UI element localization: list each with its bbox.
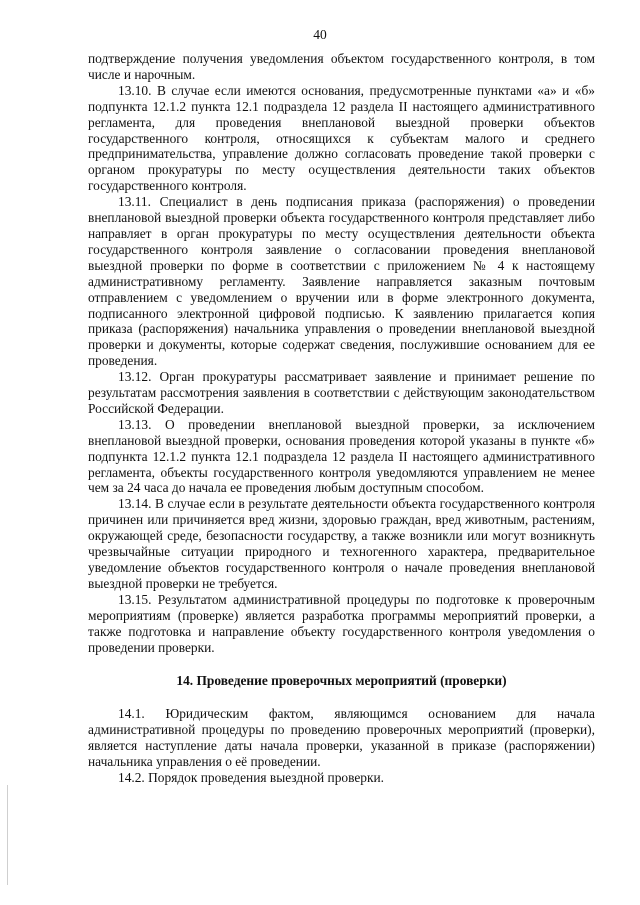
paragraph-13-13: 13.13. О проведении внеплановой выездной проверки, за исключением внеплановой выездной проверки, основания проведения которой указаны в пункте «б» подпункта 12.1.2 пункта 12.1 подраздела 12 раздела II настоящего административного регламента, объекты государственного контроля уведомляются управлением не менее чем за 24 часа до начала ее проведения любым доступным способом. [88, 416, 595, 496]
section-heading: 14. Проведение проверочных мероприятий (проверки) [176, 673, 507, 689]
paragraph-13-12: 13.12. Орган прокуратуры рассматривает заявление и принимает решение по результатам рассмотрения заявления в соответствии с действующим законодательством Российской Федерации. [88, 369, 595, 416]
paragraph-14-1: 14.1. Юридическим фактом, являющимся основанием для начала административной процедуры по проведению проверочных мероприятий (проверки), является наступление даты начала проверки, указанной в приказе (распоряжении) начальника управления о её проведении. [88, 706, 595, 770]
paragraph-13-15: 13.15. Результатом административной процедуры по подготовке к проверочным мероприятиям (проверке) является разработка программы мероприятий проверки, а также подготовка и направление объекту государственного контроля уведомления о проведении проверки. [88, 591, 595, 655]
document-body [88, 51, 595, 786]
paragraph-13-10: 13.10. В случае если имеются основания, предусмотренные пунктами «а» и «б» подпункта 12.1.2 пункта 12.1 подраздела 12 раздела II настоящего административного регламента, для проведения внеплановой выездной проверки объектов государственного контроля, относящихся к субъектам малого и среднего предпринимательства, управление должно согласовать проведение такой проверки с органом прокуратуры по месту осуществления деятельности таких объектов государственного контроля. [88, 82, 595, 194]
page-number: 40 [313, 27, 327, 42]
paragraph-13-11: 13.11. Специалист в день подписания приказа (распоряжения) о проведении внеплановой выездной проверки объекта государственного контроля представляет либо направляет в орган прокуратуры по месту осуществления деятельности объекта государственного контроля заявление о согласовании проведения внеплановой выездной проверки по форме в соответствии с приложением № 4 к настоящему административному регламенту. Заявление направляется заказным почтовым отправлением с уведомлением о вручении или в форме электронного документа, подписанного электронной цифровой подписью. К заявлению прилагается копия приказа (распоряжения) начальника управления о проведении внеплановой выездной проверки и документы, которые содержат сведения, послужившие основанием для ее проведения. [88, 194, 595, 369]
paragraph-13-14: 13.14. В случае если в результате деятельности объекта государственного контроля причинен или причиняется вред жизни, здоровью граждан, вред животным, растениям, окружающей среде, безопасности государству, а также возникли или могут возникнуть чрезвычайные ситуации природного и техногенного характера, предварительное уведомление объектов государственного контроля о начале проведения внеплановой выездной проверки не требуется. [88, 496, 595, 591]
paragraph-13-9-continuation: подтверждение получения уведомления объектом государственного контроля, в том числе и нарочным. [88, 51, 595, 82]
scan-margin-mark [7, 785, 8, 885]
paragraph-14-2: 14.2. Порядок проведения выездной проверки. [118, 769, 384, 785]
